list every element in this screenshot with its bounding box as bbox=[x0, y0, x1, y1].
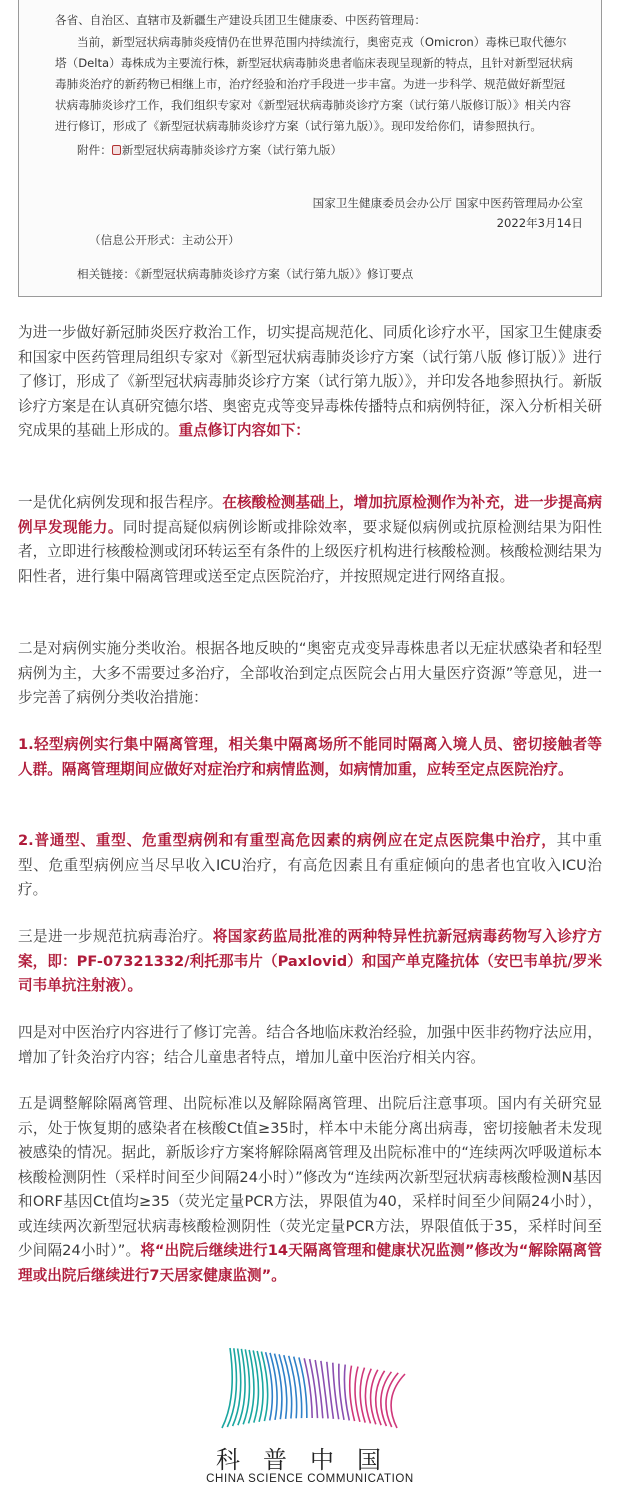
point-four-paragraph: 四是对中医治疗内容进行了修订完善。结合各地临床救治经验，加强中医非药物疗法应用，增加了针灸治疗内容；结合儿童患者特点，增加儿童中医治疗相关内容。 bbox=[18, 1024, 602, 1066]
notice-body-line: 毒肺炎治疗的新药物已相继上市，治疗经验和治疗手段进一步丰富。为进一步科学、规范做好新型冠 bbox=[55, 77, 566, 91]
official-notice-panel bbox=[18, 0, 602, 297]
logo-stroke bbox=[391, 1374, 405, 1428]
notice-salutation: 各省、自治区、直辖市及新疆生产建设兵团卫生健康委、中医药管理局： bbox=[55, 13, 427, 27]
point-five-highlight: 将“出院后继续进行14天隔离管理和健康状况监测”修改为“解除隔离管理或出院后继续进行7天居家健康监测”。 bbox=[18, 1242, 602, 1284]
point-three-highlight: 将国家药监局批准的两种特异性抗新冠病毒药物写入诊疗方案，即：PF-07321332/利托那韦片（Paxlovid）和国产单克隆抗体（安巴韦单抗/罗米司韦单抗注射液）。 bbox=[18, 928, 602, 994]
attachment-row bbox=[77, 140, 342, 160]
logo-stroke bbox=[243, 1349, 249, 1424]
logo-stroke bbox=[350, 1366, 355, 1422]
point-three-paragraph bbox=[18, 925, 602, 999]
notice-body-line: 状病毒肺炎诊疗工作，我们组织专家对《新型冠状病毒肺炎诊疗方案（试行第八版修订版）》相关内容 bbox=[55, 98, 571, 112]
logo-stroke bbox=[339, 1364, 344, 1420]
related-label: 相关链接： bbox=[77, 267, 135, 281]
point-two-paragraph: 二是对病例实施分类收治。根据各地反映的“奥密克戎变异毒株患者以无症状感染者和轻型病例为主，大多不需要过多治疗，全部收治到定点医院会占用大量医疗资源”等意见，进一步完善了病例分类收治措施： bbox=[18, 640, 602, 706]
logo-stroke bbox=[222, 1348, 232, 1428]
document-icon bbox=[112, 145, 121, 155]
intro-paragraph bbox=[18, 321, 602, 444]
logo-title: 科普中国 bbox=[216, 1446, 404, 1474]
attachment-link[interactable]: 新型冠状病毒肺炎诊疗方案（试行第九版） bbox=[121, 143, 343, 157]
point-one-lead: 一是优化病例发现和报告程序。 bbox=[18, 494, 223, 511]
point-one-paragraph bbox=[18, 491, 602, 589]
logo-stroke bbox=[360, 1368, 365, 1423]
logo-subtitle: CHINA SCIENCE COMMUNICATION bbox=[206, 1473, 414, 1485]
logo-mark-icon bbox=[160, 1340, 460, 1440]
notice-issuer: 国家卫生健康委员会办公厅 国家中医药管理局办公室 bbox=[312, 196, 583, 210]
logo-stroke bbox=[275, 1354, 282, 1420]
intro-highlight: 重点修订内容如下： bbox=[178, 422, 310, 439]
related-link[interactable]: 《新型冠状病毒肺炎诊疗方案（试行第九版）》修订要点 bbox=[134, 267, 414, 281]
point-five-text: 五是调整解除隔离管理、出院标准以及解除隔离管理、出院后注意事项。国内有关研究显示，处于恢复期的感染者在核酸Ct值≥35时，样本中未能分离出病毒，密切接触者未发现被感染的情况。据此，新版诊疗方案将解除隔离管理及出院标准中的“连续两次呼吸道标本核酸检测阴性（采样时间至少间隔24小时）”修改为“连续两次新型冠状病毒核酸检测N基因和ORF基因Ct值均≥35（荧光定量PCR方法，界限值为40，采样时间至少间隔24小时），或连续两次新型冠状病毒核酸检测阴性（荧光定量PCR方法，界限值低于35，采样时间至少间隔24小时）”。 bbox=[18, 1095, 602, 1259]
notice-date: 2022年3月14日 bbox=[496, 216, 583, 230]
logo-stroke bbox=[344, 1365, 349, 1421]
intro-text: 为进一步做好新冠肺炎医疗救治工作，切实提高规范化、同质化诊疗水平，国家卫生健康委和国家中医药管理局组织专家对《新型冠状病毒肺炎诊疗方案（试行第八版 修订版）》进行了修订，形成了《新型冠状病毒肺炎诊疗方案（试行第九版）》，并印发各地参照执行。新版诊疗方案是在认真研究德尔塔、奥密克戎等变异毒株传播特点和病例特征，深入分析相关研究成果的基础上形成的。 bbox=[18, 324, 602, 439]
notice-body-line: 塔（Delta）毒株成为主要流行株，新型冠状病毒肺炎患者临床表现呈现新的特点，且针对新型冠状病 bbox=[55, 56, 573, 70]
logo-stroke bbox=[371, 1370, 378, 1425]
sub-point-two-text: 其中重型、危重型病例应当尽早收入ICU治疗，有高危因素且有重症倾向的患者也宜收入ICU治疗。 bbox=[18, 832, 602, 898]
disclosure-form: （信息公开形式：主动公开） bbox=[89, 233, 240, 247]
attachment-label: 附件： bbox=[77, 143, 112, 157]
logo-stroke bbox=[333, 1363, 339, 1420]
notice-body-line: 进行修订，形成了《新型冠状病毒肺炎诊疗方案（试行第九版）》。现印发给你们，请参照执行。 bbox=[55, 119, 542, 133]
point-one-text: 同时提高疑似病例诊断或排除效率，要求疑似病例或抗原检测结果为阳性者，立即进行核酸检测或闭环转运至有条件的上级医疗机构进行核酸检测。核酸检测结果为阳性者，进行集中隔离管理或送至定点医院治疗，并按照规定进行网络直报。 bbox=[18, 518, 602, 585]
logo-stroke bbox=[355, 1367, 360, 1422]
related-link-row bbox=[77, 264, 413, 284]
sub-point-one-paragraph: 1.轻型病例实行集中隔离管理，相关集中隔离场所不能同时隔离入境人员、密切接触者等人群。隔离管理期间应做好对症治疗和病情监测，如病情加重，应转至定点医院治疗。 bbox=[18, 736, 602, 778]
point-one-highlight: 在核酸检测基础上，增加抗原检测作为补充，进一步提高病例早发现能力。 bbox=[18, 494, 602, 536]
sub-point-two-highlight: 2.普通型、重型、危重型病例和有重型高危因素的病例应在定点医院集中治疗， bbox=[18, 832, 557, 849]
point-five-paragraph bbox=[18, 1092, 602, 1288]
sub-point-two-paragraph bbox=[18, 829, 602, 903]
point-three-lead: 三是进一步规范抗病毒治疗。 bbox=[18, 928, 213, 945]
notice-body-line: 当前，新型冠状病毒肺炎疫情仍在世界范围内持续流行，奥密克戎（Omicron）毒株已取代德尔 bbox=[77, 35, 567, 49]
science-china-logo bbox=[160, 1340, 460, 1490]
